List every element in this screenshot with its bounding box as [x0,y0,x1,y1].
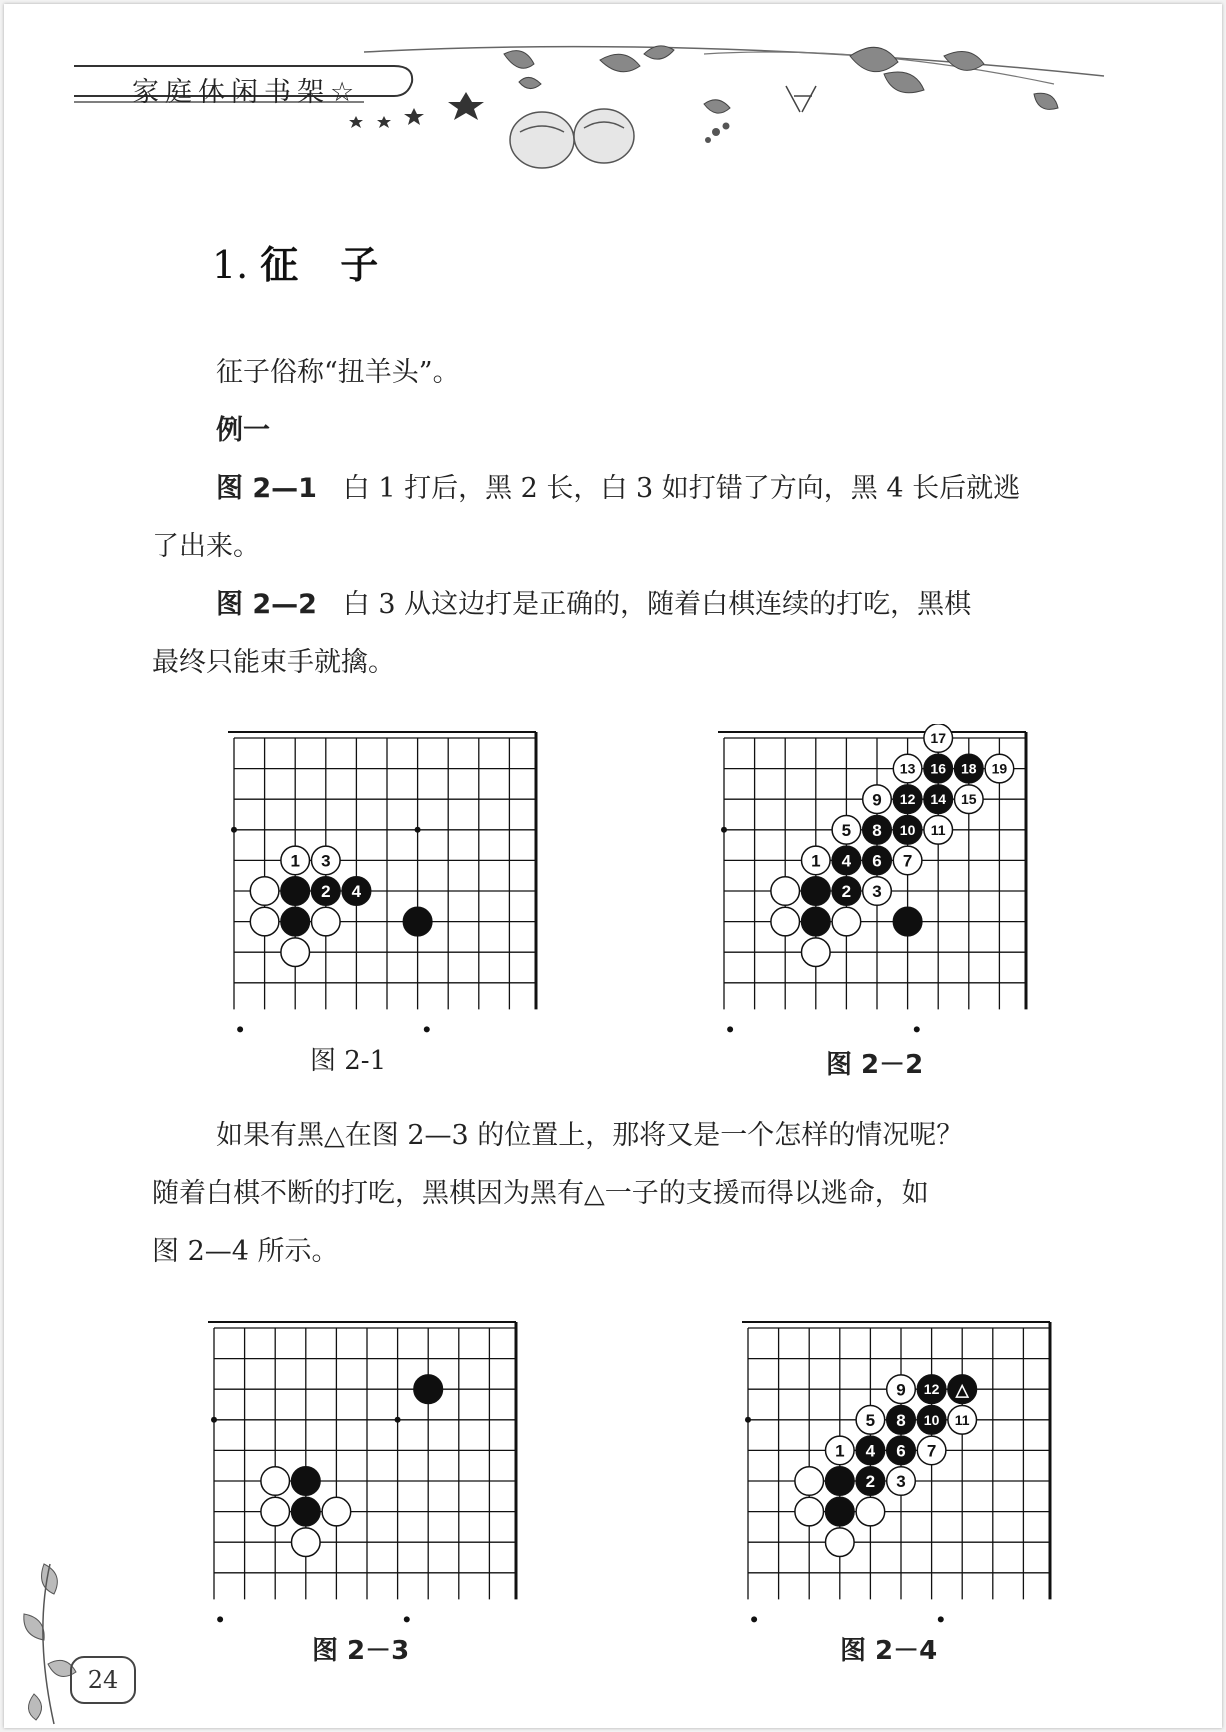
fruit-icon [510,109,634,168]
move-number: 10 [899,821,916,838]
white-stone [985,754,1014,783]
body-text-lower [152,1107,1106,1281]
stone-body [795,1497,824,1526]
fig-ref: 图 2—2 [216,589,317,620]
white-stone [832,907,861,936]
white-stone [802,938,831,967]
paragraph-fig22 [152,576,1106,634]
move-number: 3 [321,851,331,871]
caption-fig24: 图 2－4 [840,1636,938,1666]
move-number: 12 [923,1381,940,1398]
go-board-fig24 [728,1314,1068,1624]
board-grid [234,738,536,1009]
stone-body [826,1528,855,1557]
black-stone [955,754,984,783]
move-number: 3 [896,1472,906,1492]
black-stone [342,877,371,906]
paragraph-text: 白 3 从这边打是正确的，随着白棋连续的打吃，黑棋 [342,589,972,620]
move-number: 4 [841,851,852,871]
star-point [231,827,237,833]
star-point [424,1026,430,1032]
star-point [938,1616,944,1622]
move-number: 12 [899,791,916,808]
stone-body [312,907,341,936]
caption-fig23: 图 2－3 [312,1636,410,1666]
star-point [727,1026,733,1032]
white-stone [261,1497,290,1526]
white-stone [771,877,800,906]
star-point [721,827,727,833]
section-title [212,234,378,289]
move-number: 8 [896,1410,906,1430]
stone-body [281,877,310,906]
black-stone [802,907,831,936]
black-stone [281,907,310,936]
white-stone [948,1406,977,1435]
black-stone [292,1497,321,1526]
white-stone [281,938,310,967]
board-grid [214,1328,516,1599]
star-point [751,1616,757,1622]
stone-body [250,877,279,906]
star-point [395,1417,401,1423]
caption-fig21: 图 2-1 [310,1046,387,1076]
move-number: 11 [930,821,946,838]
black-stone [826,1467,855,1496]
go-board-fig22 [704,724,1044,1034]
move-number: 17 [930,730,946,747]
white-stone [826,1436,855,1465]
stone-body [802,938,831,967]
white-stone [863,877,892,906]
paragraph-text: 白 1 打后，黑 2 长，白 3 如打错了方向，黑 4 长后就逃 [342,473,1021,504]
black-stone [887,1406,916,1435]
stone-body [414,1375,443,1404]
move-number: 7 [926,1441,937,1461]
white-stone [917,1436,946,1465]
black-stone [924,754,953,783]
stone-body [802,877,831,906]
white-stone [281,846,310,875]
white-stone [802,846,831,875]
stone-body [856,1497,885,1526]
black-stone [893,785,922,814]
white-stone [832,816,861,845]
black-stone [948,1375,977,1404]
move-number: 11 [954,1411,970,1428]
black-stone [832,846,861,875]
black-stone [281,877,310,906]
star-point [237,1026,243,1032]
star-icon [349,92,484,128]
white-stone [924,816,953,845]
section-title-part1: 征 [260,243,299,287]
white-stone [924,724,953,752]
star-point [211,1417,217,1423]
black-stone [856,1467,885,1496]
black-stone [312,877,341,906]
body-text-upper [152,344,1106,692]
white-stone [250,877,279,906]
page-number: 24 [70,1656,136,1704]
white-stone [863,785,892,814]
move-number: 9 [896,1380,906,1400]
leaf-icon [504,46,1058,113]
white-stone [893,846,922,875]
white-stone [887,1375,916,1404]
paragraph-fig23-line2: 随着白棋不断的打吃，黑棋因为黑有△一子的支援而得以逃命，如 [152,1178,929,1209]
stone-body [322,1497,351,1526]
section-title-part2: 子 [340,243,379,287]
move-number: 6 [872,851,882,871]
white-stone [856,1497,885,1526]
move-number: 2 [865,1472,876,1492]
stone-body [281,938,310,967]
paragraph-fig23-line3: 图 2—4 所示。 [152,1236,339,1267]
stone-body [771,907,800,936]
white-stone [955,785,984,814]
black-stone [802,877,831,906]
white-stone [292,1528,321,1557]
black-stone [856,1436,885,1465]
move-number: 1 [835,1441,845,1461]
stone-body [795,1467,824,1496]
stone-body [826,1467,855,1496]
section-number: 1. [212,243,249,287]
stone-body [292,1467,321,1496]
stone-body [261,1467,290,1496]
stone-body [292,1497,321,1526]
white-stone [795,1497,824,1526]
black-stone [292,1467,321,1496]
stone-body [832,907,861,936]
star-point [404,1616,410,1622]
move-number: 6 [896,1441,906,1461]
black-stone [403,907,432,936]
move-number: 8 [872,820,882,840]
black-stone [414,1375,443,1404]
black-stone [917,1406,946,1435]
star-point [415,827,421,833]
fig-ref: 图 2—1 [216,473,317,504]
move-number: 1 [811,851,821,871]
black-stone [863,816,892,845]
move-number: 10 [923,1411,940,1428]
move-number: 5 [841,820,852,840]
paragraph-text-continued: 了出来。 [152,531,260,562]
paragraph-fig21 [152,460,1106,518]
move-number: 2 [321,882,331,902]
paragraph-text-continued: 最终只能束手就擒。 [152,647,395,678]
star-point [217,1616,223,1622]
move-number: 1 [290,851,300,871]
example-label: 例一 [216,415,270,446]
move-number: 9 [872,790,882,810]
move-number: △ [955,1380,969,1400]
black-stone [826,1497,855,1526]
stone-body [893,907,922,936]
move-number: 5 [865,1410,876,1430]
go-board-fig21 [214,724,554,1034]
black-stone [893,907,922,936]
white-stone [312,846,341,875]
white-stone [887,1467,916,1496]
intro-paragraph: 征子俗称“扭羊头”。 [216,357,460,388]
move-number: 15 [961,791,977,808]
move-number: 14 [930,791,946,808]
black-stone [924,785,953,814]
move-number: 19 [991,760,1008,777]
bow-icon [786,86,816,112]
black-stone [863,846,892,875]
move-number: 3 [872,882,882,902]
move-number: 2 [841,882,852,902]
stone-body [281,907,310,936]
move-number: 16 [930,760,946,777]
black-stone [832,877,861,906]
stone-body [250,907,279,936]
stone-body [261,1497,290,1526]
move-number: 18 [961,760,977,777]
white-stone [771,907,800,936]
caption-fig22: 图 2－2 [826,1050,924,1080]
move-number: 7 [902,851,913,871]
stone-body [292,1528,321,1557]
white-stone [795,1467,824,1496]
paragraph-fig23-line1: 如果有黑△在图 2—3 的位置上，那将又是一个怎样的情况呢？ [216,1120,964,1151]
white-stone [322,1497,351,1526]
star-point [745,1417,751,1423]
white-stone [856,1406,885,1435]
move-number: 4 [351,882,362,902]
stone-body [826,1497,855,1526]
berries-icon [705,123,730,144]
white-stone [826,1528,855,1557]
move-number: 13 [899,760,916,777]
star-point [914,1026,920,1032]
stone-body [403,907,432,936]
black-stone [893,816,922,845]
white-stone [893,754,922,783]
white-stone [312,907,341,936]
stone-body [771,877,800,906]
white-stone [250,907,279,936]
black-stone [887,1436,916,1465]
series-title: 家庭休闲书架☆ [132,77,361,108]
black-stone [917,1375,946,1404]
book-page [4,4,1222,1728]
stone-body [802,907,831,936]
go-board-fig23 [194,1314,534,1624]
move-number: 4 [865,1441,876,1461]
white-stone [261,1467,290,1496]
